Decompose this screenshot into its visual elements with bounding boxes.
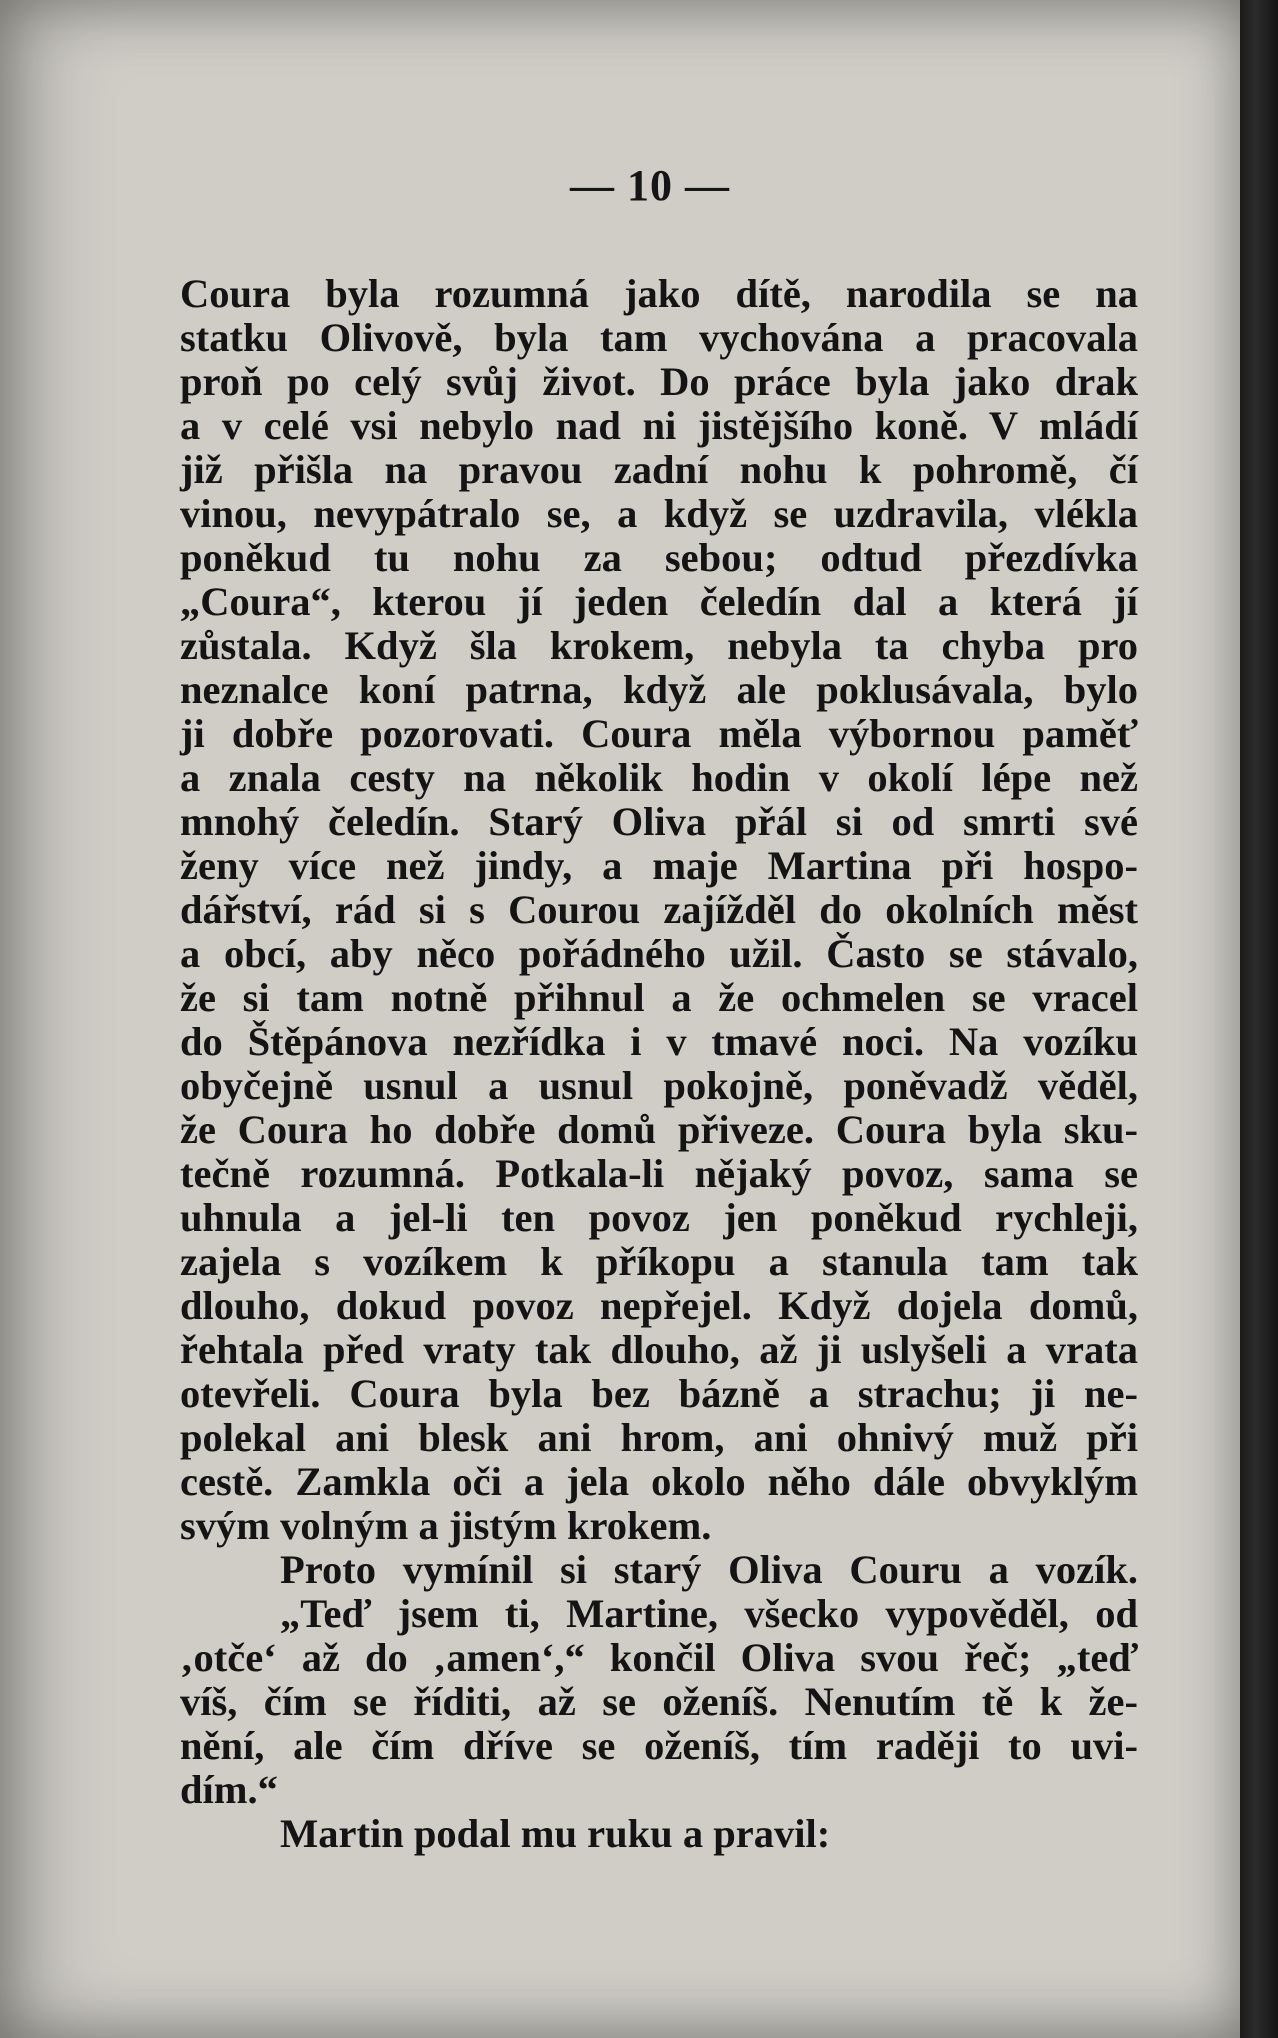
text-line: obyčejně usnul a usnul pokojně, poněvadž věděl, [180, 1063, 1138, 1108]
text-line: dářství, rád si s Courou zajížděl do okolních měst [180, 887, 1138, 932]
text-line: poněkud tu nohu za sebou; odtud přezdívka [180, 535, 1138, 580]
text-line: tečně rozumná. Potkala-li nějaký povoz, sama se [180, 1151, 1138, 1196]
book-edge [1240, 0, 1278, 2038]
text-line: dím.“ [180, 1767, 278, 1812]
text-line: zajela s vozíkem k příkopu a stanula tam tak [180, 1239, 1138, 1284]
text-line: statku Olivově, byla tam vychována a pracovala [180, 315, 1138, 360]
text-line: Martin podal mu ruku a pravil: [280, 1811, 831, 1856]
text-line: a v celé vsi nebylo nad ni jistějšího koně. V mládí [180, 403, 1138, 448]
text-line: nění, ale čím dříve se oženíš, tím raději to uvi- [180, 1723, 1138, 1768]
text-line: dlouho, dokud povoz nepřejel. Když dojela domů, [180, 1283, 1138, 1328]
text-line: víš, čím se říditi, až se oženíš. Nenutím tě k že- [180, 1679, 1138, 1724]
text-line: ženy více než jindy, a maje Martina při hospo- [180, 843, 1138, 888]
text-line: již přišla na pravou zadní nohu k pohromě, čí [180, 447, 1138, 492]
text-line: vinou, nevypátralo se, a když se uzdravila, vlékla [180, 491, 1138, 536]
body-text [180, 272, 1138, 1856]
text-line: do Štěpánova nezřídka i v tmavé noci. Na vozíku [180, 1019, 1138, 1064]
text-line: a znala cesty na několik hodin v okolí lépe než [180, 755, 1138, 800]
text-line: řehtala před vraty tak dlouho, až ji uslyšeli a vrata [180, 1327, 1138, 1372]
text-line: zůstala. Když šla krokem, nebyla ta chyba pro [180, 623, 1138, 668]
text-line: ‚otče‘ až do ‚amen‘,“ končil Oliva svou řeč; „teď [180, 1635, 1138, 1680]
text-line: neznalce koní patrna, když ale poklusávala, bylo [180, 667, 1138, 712]
text-line: ji dobře pozorovati. Coura měla výbornou paměť [180, 711, 1138, 756]
text-line: cestě. Zamkla oči a jela okolo něho dále obvyklým [180, 1459, 1138, 1504]
text-line: „Teď jsem ti, Martine, všecko vypověděl, od [280, 1591, 1138, 1636]
text-line: mnohý čeledín. Starý Oliva přál si od smrti své [180, 799, 1138, 844]
text-line: že si tam notně přihnul a že ochmelen se vracel [180, 975, 1138, 1020]
text-line: že Coura ho dobře domů přiveze. Coura byla sku- [180, 1107, 1138, 1152]
text-line: polekal ani blesk ani hrom, ani ohnivý muž při [180, 1415, 1138, 1460]
text-line: svým volným a jistým krokem. [180, 1503, 712, 1548]
text-line: proň po celý svůj život. Do práce byla jako drak [180, 359, 1138, 404]
text-line: „Coura“, kterou jí jeden čeledín dal a která jí [180, 579, 1138, 624]
page-number: — 10 — [570, 161, 730, 210]
text-line: otevřeli. Coura byla bez bázně a strachu; ji ne- [180, 1371, 1138, 1416]
text-line: a obcí, aby něco pořádného užil. Často se stávalo, [180, 931, 1138, 976]
text-line: Coura byla rozumná jako dítě, narodila se na [180, 271, 1138, 316]
text-line: Proto vymínil si starý Oliva Couru a vozík. [280, 1547, 1138, 1592]
text-line: uhnula a jel-li ten povoz jen poněkud rychleji, [180, 1195, 1138, 1240]
